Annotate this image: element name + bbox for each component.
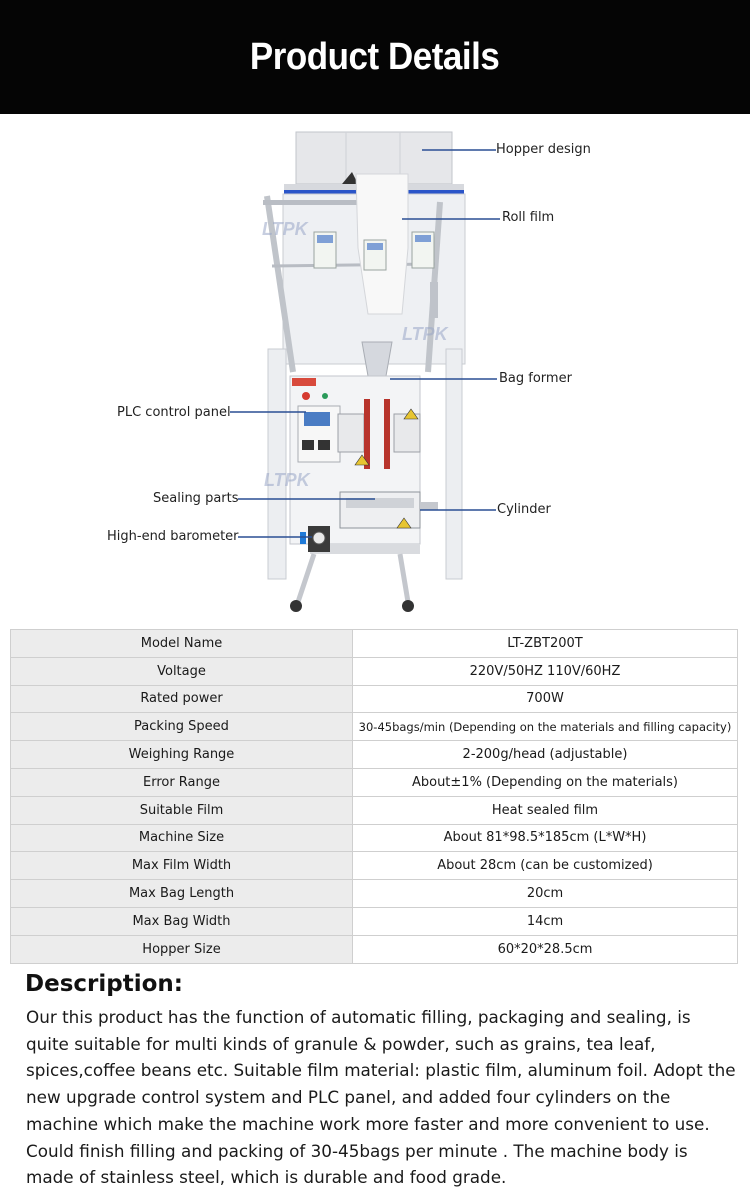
table-row — [11, 657, 738, 685]
watermark-3: LTPK — [264, 470, 310, 490]
table-row — [11, 796, 738, 824]
watermark-2: LTPK — [402, 324, 448, 344]
table-row — [11, 852, 738, 880]
spec-label: Packing Speed — [11, 713, 353, 741]
page-title: Product Details — [250, 35, 500, 78]
spec-value: About 81*98.5*185cm (L*W*H) — [353, 824, 738, 852]
callout-hopper-design: Hopper design — [496, 142, 591, 157]
spec-value: 700W — [353, 685, 738, 713]
callout-plc-control-panel: PLC control panel — [117, 405, 231, 420]
watermark-1: LTPK — [262, 219, 308, 239]
machine-figure — [0, 114, 750, 628]
description-title: Description: — [25, 971, 183, 997]
spec-table — [10, 629, 738, 964]
spec-value: 20cm — [353, 880, 738, 908]
spec-value: LT-ZBT200T — [353, 630, 738, 658]
table-row — [11, 907, 738, 935]
spec-label: Suitable Film — [11, 796, 353, 824]
callout-roll-film: Roll film — [502, 210, 555, 225]
callout-bag-former: Bag former — [499, 371, 572, 386]
spec-label: Hopper Size — [11, 935, 353, 963]
spec-label: Max Film Width — [11, 852, 353, 880]
spec-value: 220V/50HZ 110V/60HZ — [353, 657, 738, 685]
description-body: Our this product has the function of automatic filling, packaging and sealing, is quite suitable for multi kinds of granule & powder, such as grains, tea leaf, spices,coffee beans etc. Suitable film material: plastic film, aluminum foil. Adopt the new upgrade control system and PLC panel, and added four cylinders on the machine which make the machine work more faster and more convenient to use. Could finish filling and packing of 30-45bags per minute . The machine body is made of stainless steel, which is durable and food grade. — [26, 1007, 736, 1188]
page-header — [0, 0, 750, 114]
spec-value: Heat sealed film — [353, 796, 738, 824]
spec-label: Max Bag Width — [11, 907, 353, 935]
spec-label: Voltage — [11, 657, 353, 685]
spec-value: About 28cm (can be customized) — [353, 852, 738, 880]
spec-value: 30-45bags/min (Depending on the materials and filling capacity) — [353, 713, 738, 741]
table-row — [11, 880, 738, 908]
spec-value: 14cm — [353, 907, 738, 935]
table-row — [11, 685, 738, 713]
table-row — [11, 824, 738, 852]
table-row — [11, 630, 738, 658]
table-row — [11, 935, 738, 963]
callout-barometer: High-end barometer — [107, 529, 239, 544]
table-row — [11, 741, 738, 769]
spec-label: Rated power — [11, 685, 353, 713]
machine-illustration — [0, 114, 750, 628]
table-row — [11, 713, 738, 741]
spec-label: Model Name — [11, 630, 353, 658]
table-row — [11, 768, 738, 796]
callout-sealing-parts: Sealing parts — [153, 491, 239, 506]
spec-value: 2-200g/head (adjustable) — [353, 741, 738, 769]
spec-value: About±1% (Depending on the materials) — [353, 768, 738, 796]
spec-label: Error Range — [11, 768, 353, 796]
callout-cylinder: Cylinder — [497, 502, 551, 517]
spec-label: Weighing Range — [11, 741, 353, 769]
spec-value: 60*20*28.5cm — [353, 935, 738, 963]
spec-label: Max Bag Length — [11, 880, 353, 908]
spec-label: Machine Size — [11, 824, 353, 852]
